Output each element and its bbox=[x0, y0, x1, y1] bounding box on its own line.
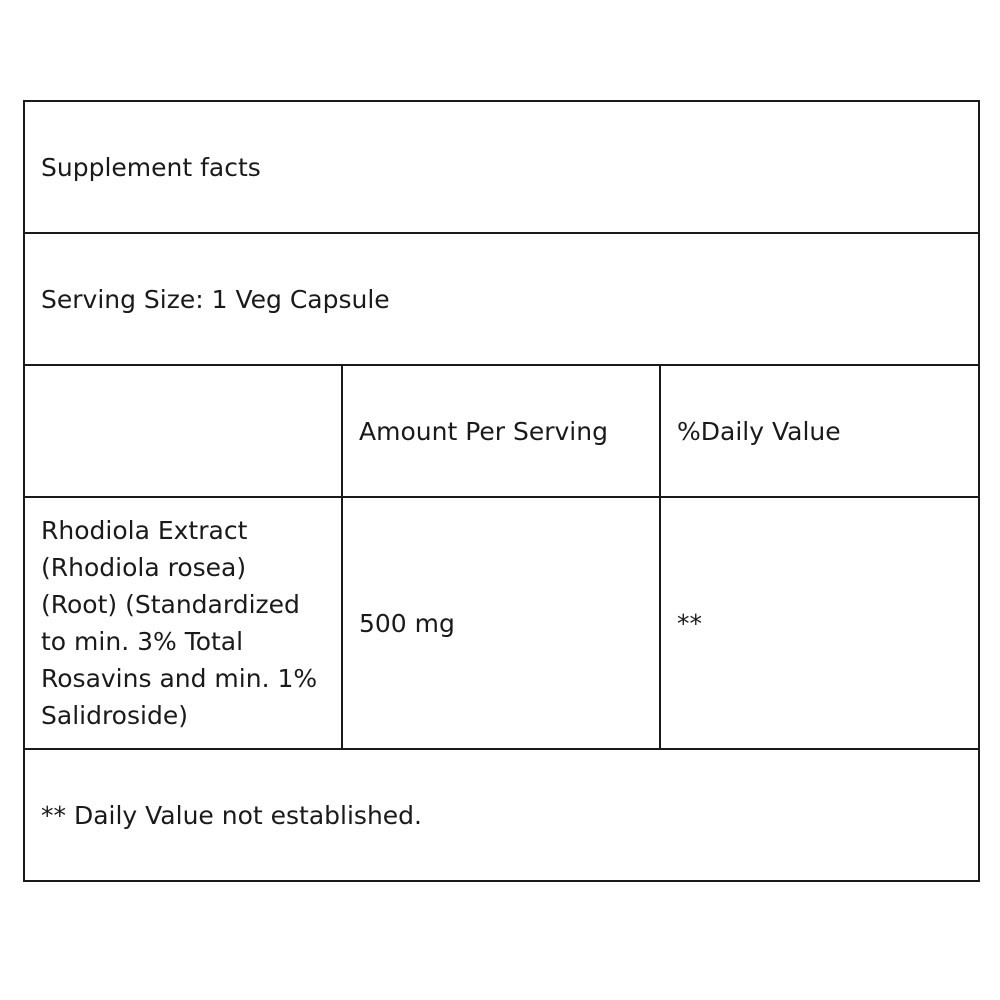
header-ingredient bbox=[24, 365, 342, 497]
serving-size-row bbox=[24, 233, 979, 365]
header-daily-value: %Daily Value bbox=[660, 365, 979, 497]
ingredient-name: Rhodiola Extract (Rhodiola rosea) (Root) (Standardized to min. 3% Total Rosavins and min. 1% Salidroside) bbox=[24, 497, 342, 749]
table-title: Supplement facts bbox=[24, 101, 979, 233]
header-amount-per-serving: Amount Per Serving bbox=[342, 365, 660, 497]
serving-size: Serving Size: 1 Veg Capsule bbox=[24, 233, 979, 365]
title-row bbox=[24, 101, 979, 233]
supplement-facts-table bbox=[23, 100, 980, 882]
footnote: ** Daily Value not established. bbox=[24, 749, 979, 881]
ingredient-amount: 500 mg bbox=[342, 497, 660, 749]
ingredient-daily-value: ** bbox=[660, 497, 979, 749]
footnote-row bbox=[24, 749, 979, 881]
header-row bbox=[24, 365, 979, 497]
table-row bbox=[24, 497, 979, 749]
